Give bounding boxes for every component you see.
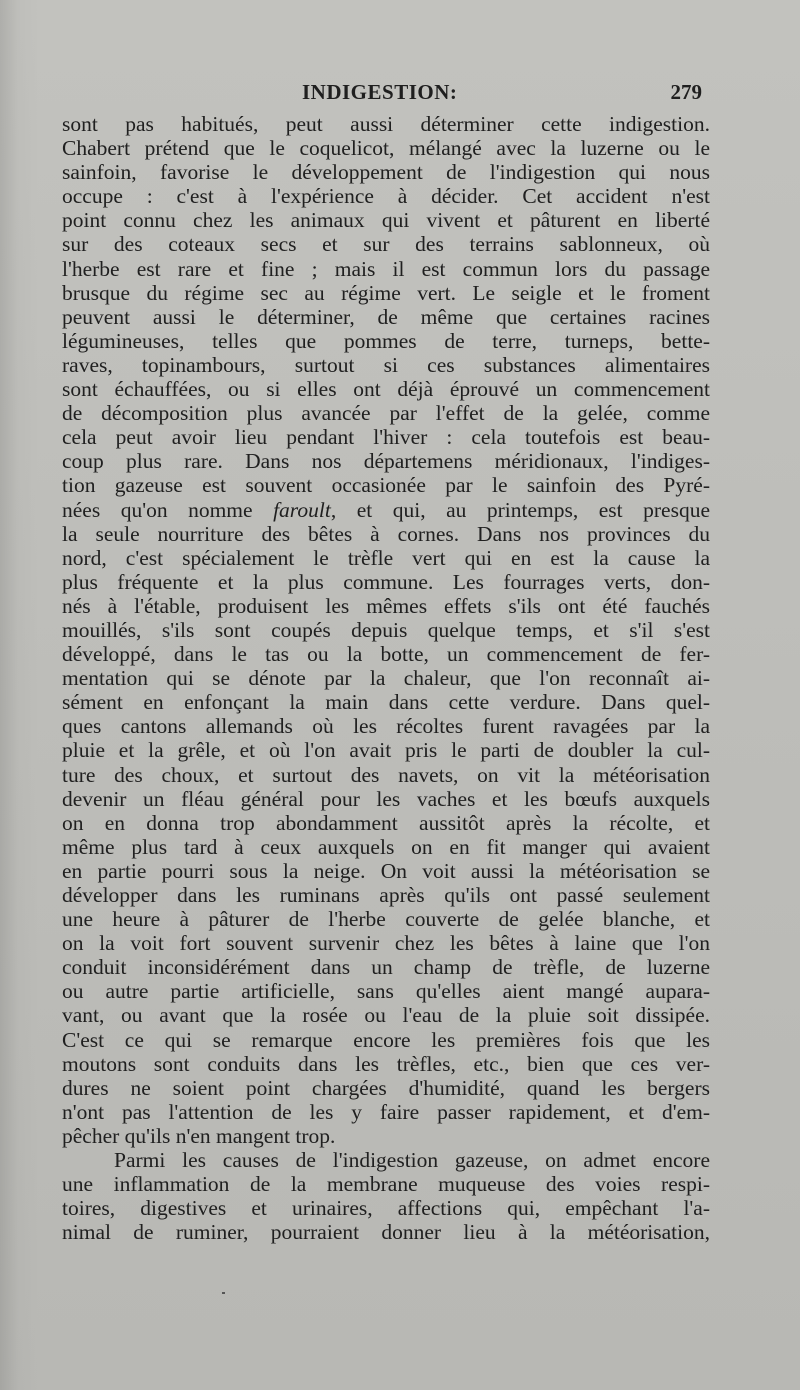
text-line: raves, topinambours, surtout si ces substances alimentaires [62,352,710,377]
text-line: même plus tard à ceux auxquels on en fit manger qui avaient [62,834,710,859]
text-line: pluie et la grêle, et où l'on avait pris le parti de doubler la cul- [62,738,710,763]
text-line: conduit inconsidérément dans un champ de trèfle, de luzerne [62,955,710,980]
text-line: plus fréquente et la plus commune. Les fourrages verts, don- [62,569,710,594]
text-line: vant, ou avant que la rosée ou l'eau de la pluie soit dissipée. [62,1003,710,1028]
text-line: devenir un fléau général pour les vaches et les bœufs auxquels [62,786,710,811]
text-line: moutons sont conduits dans les trèfles, etc., bien que ces ver- [62,1051,710,1076]
page-header [70,80,710,106]
text-line: on la voit fort souvent survenir chez les bêtes à laine que l'on [62,931,710,956]
body-text [62,112,710,1244]
text-line: ques cantons allemands où les récoltes furent ravagées par la [62,714,710,739]
text-line: C'est ce qui se remarque encore les premières fois que les [62,1027,710,1052]
text-line: dures ne soient point chargées d'humidité, quand les bergers [62,1075,710,1100]
text-line: nord, c'est spécialement le trèfle vert qui en est la cause la [62,545,710,570]
text-line: légumineuses, telles que pommes de terre, turneps, bette- [62,328,710,353]
text-line: nés à l'étable, produisent les mêmes effets s'ils ont été fauchés [62,593,710,618]
text-line: nées qu'on nomme faroult, et qui, au printemps, est presque [62,497,710,522]
text-line: en partie pourri sous la neige. On voit aussi la météorisation se [62,858,710,883]
text-line: coup plus rare. Dans nos départemens méridionaux, l'indiges- [62,449,710,474]
text-line: n'ont pas l'attention de les y faire passer rapidement, et d'em- [62,1099,710,1124]
text-line: sont échauffées, ou si elles ont déjà éprouvé un commencement [62,377,710,402]
page-number: 279 [670,80,702,104]
text-line: Chabert prétend que le coquelicot, mélangé avec la luzerne ou le [62,136,710,161]
text-line: brusque du régime sec au régime vert. Le seigle et le froment [62,280,710,305]
text-line: mouillés, s'ils sont coupés depuis quelque temps, et s'il s'est [62,617,710,642]
text-line: l'herbe est rare et fine ; mais il est commun lors du passage [62,256,710,281]
text-line: une heure à pâturer de l'herbe couverte de gelée blanche, et [62,907,710,932]
text-line: peuvent aussi le déterminer, de même que certaines racines [62,304,710,329]
text-line: pêcher qu'ils n'en mangent trop. [62,1123,336,1148]
text-line: sainfoin, favorise le développement de l'indigestion qui nous [62,160,710,185]
text-line: sont pas habitués, peut aussi déterminer cette indigestion. [62,112,710,136]
text-line: une inflammation de la membrane muqueuse des voies respi- [62,1172,710,1197]
page-speck [222,1292,225,1294]
running-title: INDIGESTION: [302,80,458,104]
text-line: sur des coteaux secs et sur des terrains sablonneux, où [62,232,710,257]
text-line: ture des choux, et surtout des navets, on vit la météorisation [62,762,710,787]
text-line: ou autre partie artificielle, sans qu'elles aient mangé aupara- [62,979,710,1004]
text-line: la seule nourriture des bêtes à cornes. Dans nos provinces du [62,521,710,546]
text-line: développer dans les ruminans après qu'ils ont passé seulement [62,883,710,907]
text-line: toires, digestives et urinaires, affections qui, empêchant l'a- [62,1196,710,1221]
text-line: nimal de ruminer, pourraient donner lieu à la météorisation, [62,1220,710,1245]
text-line: de décomposition plus avancée par l'effet de la gelée, comme [62,401,710,426]
text-line: occupe : c'est à l'expérience à décider. Cet accident n'est [62,184,710,209]
text-line: sément en enfonçant la main dans cette verdure. Dans quel- [62,690,710,715]
text-line: point connu chez les animaux qui vivent et pâturent en liberté [62,208,710,233]
text-line: mentation qui se dénote par la chaleur, que l'on reconnaît ai- [62,666,710,691]
text-line: développé, dans le tas ou la botte, un commencement de fer- [62,642,710,667]
text-line: on en donna trop abondamment aussitôt après la récolte, et [62,810,710,835]
text-line: cela peut avoir lieu pendant l'hiver : cela toutefois est beau- [62,425,710,450]
text-line: Parmi les causes de l'indigestion gazeuse, on admet encore [114,1148,710,1173]
text-line: tion gazeuse est souvent occasionée par le sainfoin des Pyré- [62,473,710,498]
